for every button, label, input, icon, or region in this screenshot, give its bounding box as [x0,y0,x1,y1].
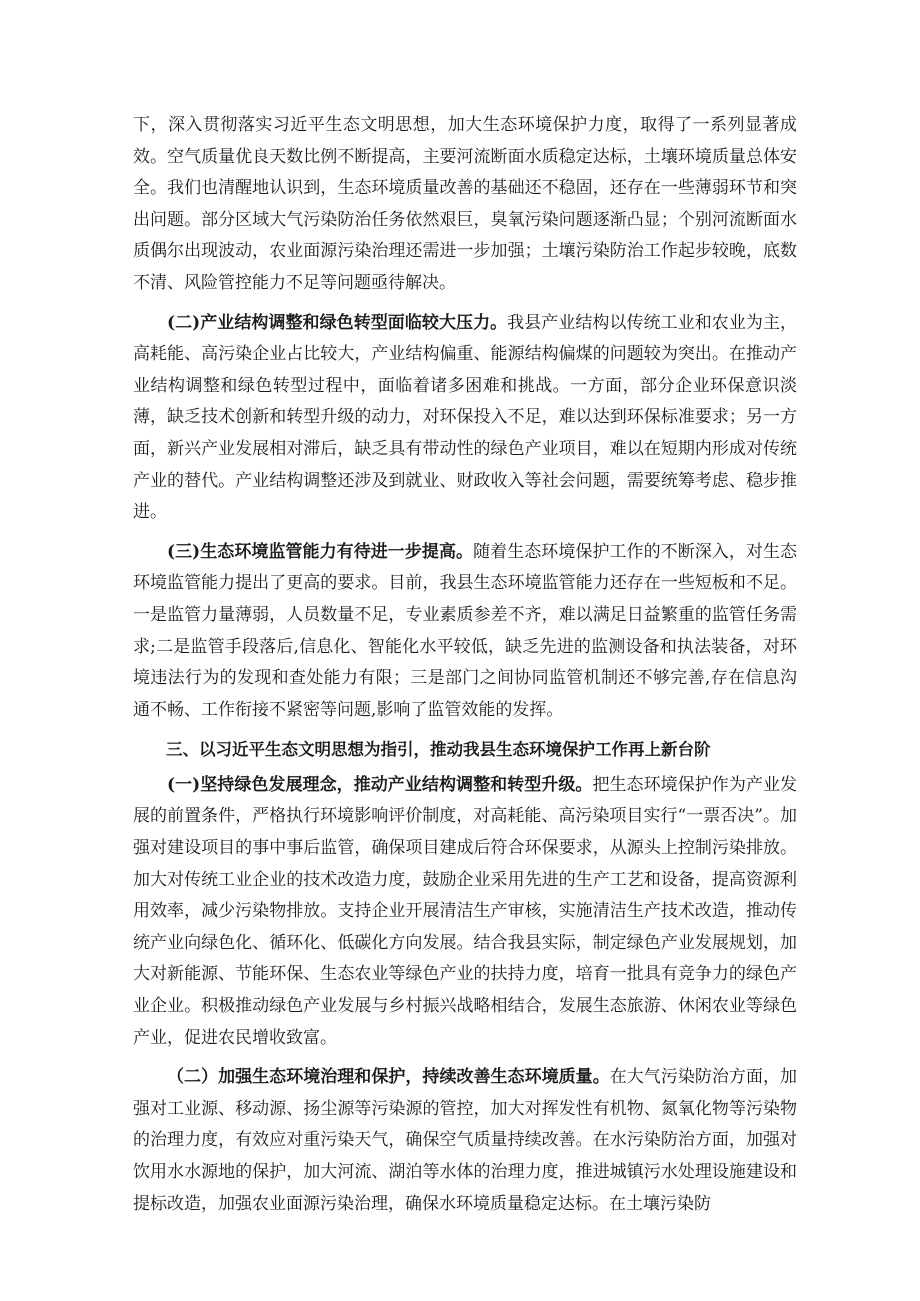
paragraph-industrial-structure [133,308,797,529]
paragraph-heading: (三)生态环境监管能力有待进一步提高。 [167,541,474,562]
paragraph-heading: (二)产业结构调整和绿色转型面临较大压力。 [167,312,508,333]
paragraph-text: 我县产业结构以传统工业和农业为主，高耗能、高污染企业占比较大，产业结构偏重、能源结构偏煤的问题较为突出。在推动产业结构调整和绿色转型过程中，面临着诸多困难和挑战。一方面，部分企业环保意识淡薄，缺乏技术创新和转型升级的动力，对环保投入不足，难以达到环保标准要求；另一方面，新兴产业发展相对滞后，缺乏具有带动性的绿色产业项目，难以在短期内形成对传统产业的替代。产业结构调整还涉及到就业、财政收入等社会问题，需要统筹考虑、稳步推进。 [133,312,797,523]
section-heading: 三、以习近平生态文明思想为指引，推动我县生态环境保护工作再上新台阶 [166,740,711,760]
paragraph-text: 随着生态环境保护工作的不断深入，对生态环境监管能力提出了更高的要求。目前，我县生态环境监管能力还存在一些短板和不足。一是监管力量薄弱，人员数量不足，专业素质参差不齐，难以满足日益繁重的监管任务需求;二是监管手段落后,信息化、智能化水平较低，缺乏先进的监测设备和执法装备，对环境违法行为的发现和查处能力有限；三是部门之间协同监管机制还不够完善,存在信息沟通不畅、工作衔接不紧密等问题,影响了监管效能的发挥。 [133,541,798,720]
paragraph-heading: (一)坚持绿色发展理念，推动产业结构调整和转型升级。 [167,774,593,795]
paragraph-text: 把生态环境保护作为产业发展的前置条件，严格执行环境影响评价制度，对高耗能、高污染项目实行“一票否决”。加强对建设项目的事中事后监管，确保项目建成后符合环保要求，从源头上控制污染排放。加大对传统工业企业的技术改造力度，鼓励企业采用先进的生产工艺和设备，提高资源利用效率，减少污染物排放。支持企业开展清洁生产审核，实施清洁生产技术改造，推动传统产业向绿色化、循环化、低碳化方向发展。结合我县实际，制定绿色产业发展规划，加大对新能源、节能环保、生态农业等绿色产业的扶持力度，培育一批具有竞争力的绿色产业企业。积极推动绿色产业发展与乡村振兴战略相结合，发展生态旅游、休闲农业等绿色产业，促进农民增收致富。 [133,774,798,1048]
paragraph-supervision-capacity [133,537,797,727]
paragraph-text: 在大气污染防治方面，加强对工业源、移动源、扬尘源等污染源的管控，加大对挥发性有机物、氮氧化物等污染物的治理力度，有效应对重污染天气，确保空气质量持续改善。在水污染防治方面，加强对饮用水水源地的保护，加大河流、湖泊等水体的治理力度，推进城镇污水处理设施建设和提标改造，加强农业面源污染治理，确保水环境质量稳定达标。在土壤污染防 [133,1067,798,1214]
document-page [133,110,797,1228]
paragraph-text: 下，深入贯彻落实习近平生态文明思想，加大生态环境保护力度，取得了一系列显著成效。空气质量优良天数比例不断提高，主要河流断面水质稳定达标，土壤环境质量总体安全。我们也清醒地认识到，生态环境质量改善的基础还不稳固，还存在一些薄弱环节和突出问题。部分区域大气污染防治任务依然艰巨，臭氧污染问题逐渐凸显；个别河流断面水质偶尔出现波动，农业面源污染治理还需进一步加强；土壤污染防治工作起步较晚，底数不清、风险管控能力不足等问题亟待解决。 [133,115,797,293]
paragraph-heading: （二）加强生态环境治理和保护，持续改善生态环境质量。 [167,1067,610,1088]
paragraph-environmental-governance [133,1062,797,1220]
paragraph-continuation [133,110,797,300]
paragraph-green-development [133,770,797,1054]
